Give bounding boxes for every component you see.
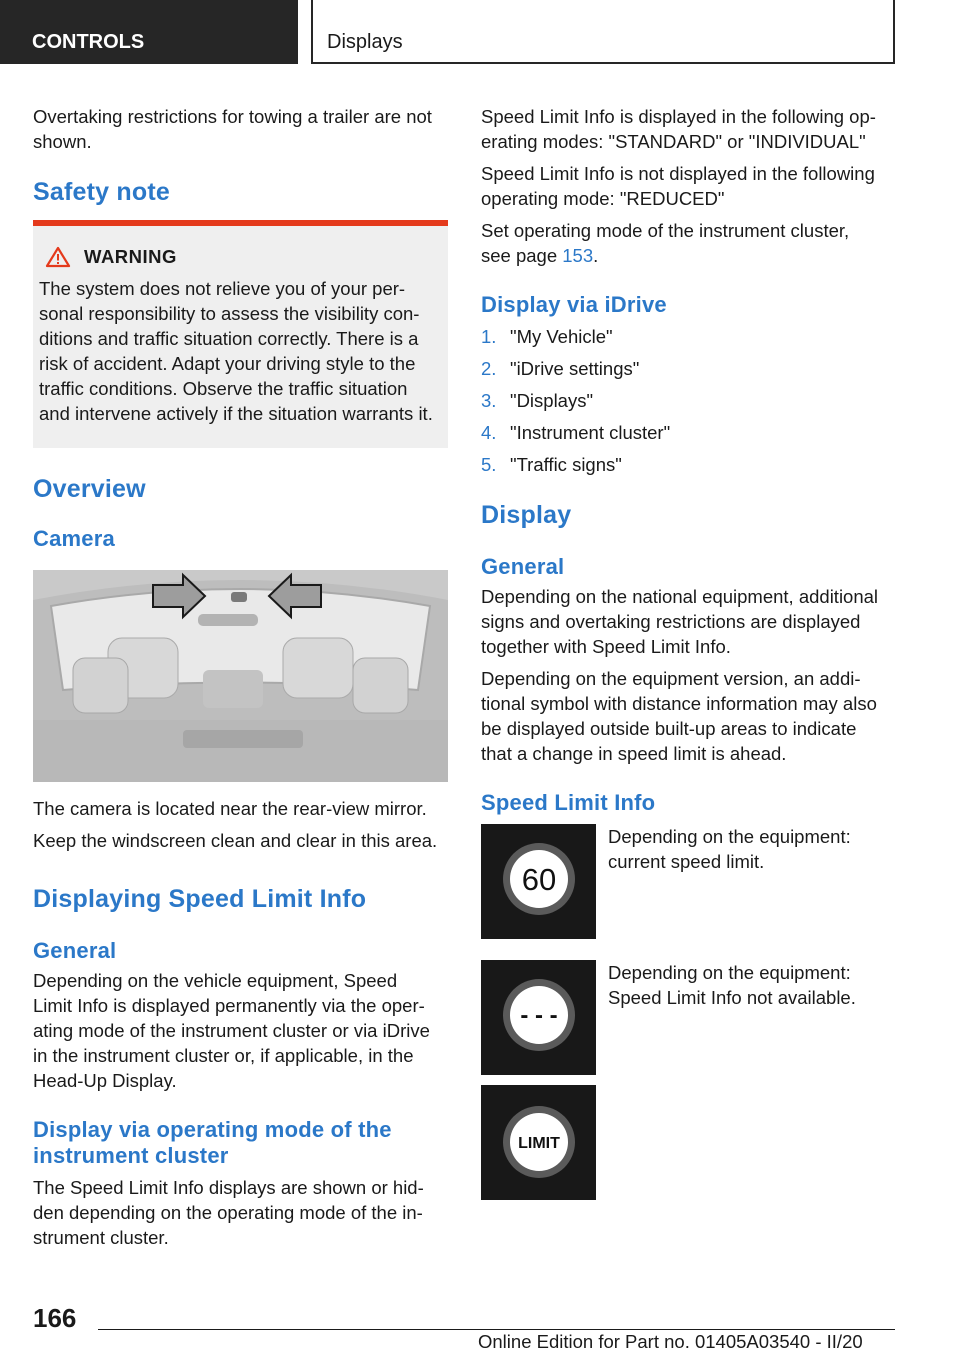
sign-row-limit bbox=[481, 1085, 896, 1200]
step-text: "Displays" bbox=[510, 390, 594, 411]
display-general-line: Depending on the equipment version, an addi- bbox=[481, 668, 861, 689]
left-column bbox=[33, 104, 448, 1250]
car-interior-illustration bbox=[33, 570, 448, 782]
general-line: Head-Up Display. bbox=[33, 1070, 177, 1091]
step-number: 4. bbox=[481, 422, 497, 443]
chapter-title: Displays bbox=[327, 31, 403, 53]
page-number: 166 bbox=[33, 1303, 77, 1333]
list-item bbox=[481, 452, 896, 477]
display-general-line: be displayed outside built-up areas to indicate bbox=[481, 718, 857, 739]
footer-edition: Online Edition for Part no. 01405A03540 - II/20 bbox=[478, 1331, 863, 1352]
footer-divider bbox=[98, 1329, 895, 1330]
camera-location-image bbox=[33, 570, 448, 782]
overview-heading: Overview bbox=[33, 475, 146, 503]
warning-line: traffic conditions. Observe the traffic situation bbox=[39, 378, 408, 399]
list-item bbox=[481, 420, 896, 445]
safety-heading: Safety note bbox=[33, 178, 170, 206]
modes-shown-paragraph bbox=[481, 104, 896, 154]
display-general-line: tional symbol with distance information may also bbox=[481, 693, 877, 714]
sign-1-description bbox=[608, 824, 851, 939]
camera-location-text: The camera is located near the rear-view mirror. bbox=[33, 798, 427, 819]
warning-triangle-icon bbox=[45, 246, 71, 268]
general-line: Limit Info is displayed permanently via the oper- bbox=[33, 995, 425, 1016]
general-line: in the instrument cluster or, if applicable, in the bbox=[33, 1045, 414, 1066]
modes-hidden-paragraph bbox=[481, 161, 896, 211]
idrive-steps-list bbox=[481, 324, 896, 477]
no-info-sign-icon bbox=[481, 960, 596, 1075]
not-available-sign bbox=[481, 960, 596, 1075]
chapter-tab bbox=[311, 0, 895, 64]
section-tab bbox=[0, 0, 298, 64]
page-link[interactable]: 153 bbox=[562, 245, 594, 266]
warning-line: sonal responsibility to assess the visibility con- bbox=[39, 303, 420, 324]
opmode-heading-line: instrument cluster bbox=[33, 1143, 229, 1168]
sign-dashes-label: - - - bbox=[520, 1002, 558, 1029]
sign-1-line: current speed limit. bbox=[608, 851, 765, 872]
opmode-line: The Speed Limit Info displays are shown or hid- bbox=[33, 1177, 424, 1198]
idrive-heading: Display via iDrive bbox=[481, 292, 667, 317]
warning-box bbox=[33, 220, 448, 448]
step-text: "Traffic signs" bbox=[510, 454, 622, 475]
sign-row-speed-limit bbox=[481, 824, 896, 939]
opmode-heading bbox=[33, 1117, 448, 1169]
sign-limit-label: LIMIT bbox=[518, 1135, 560, 1152]
set-mode-line bbox=[481, 243, 896, 268]
modes-shown-line: Speed Limit Info is displayed in the following op- bbox=[481, 106, 876, 127]
step-text: "iDrive settings" bbox=[510, 358, 640, 379]
warning-line: and intervene actively if the situation warrants it. bbox=[39, 403, 433, 424]
warning-line: The system does not relieve you of your per- bbox=[39, 278, 406, 299]
limit-sign-icon bbox=[481, 1085, 596, 1200]
general-line: Depending on the vehicle equipment, Speed bbox=[33, 970, 398, 991]
modes-hidden-line: Speed Limit Info is not displayed in the following bbox=[481, 163, 875, 184]
set-mode-line: Set operating mode of the instrument cluster, bbox=[481, 220, 850, 241]
step-number: 3. bbox=[481, 390, 497, 411]
sign-60-label: 60 bbox=[521, 862, 557, 897]
period-text: . bbox=[593, 245, 599, 266]
opmode-heading-line: Display via operating mode of the bbox=[33, 1117, 392, 1142]
display-general-line: Depending on the national equipment, additional bbox=[481, 586, 879, 607]
modes-hidden-line: operating mode: "REDUCED" bbox=[481, 188, 725, 209]
step-number: 1. bbox=[481, 326, 497, 347]
display-heading: Display bbox=[481, 501, 572, 529]
sign-2-description bbox=[608, 960, 856, 1075]
section-title: CONTROLS bbox=[32, 31, 145, 53]
opmode-paragraph bbox=[33, 1175, 448, 1250]
step-text: "My Vehicle" bbox=[510, 326, 613, 347]
display-general-line: that a change in speed limit is ahead. bbox=[481, 743, 787, 764]
sign-2-line: Depending on the equipment: bbox=[608, 962, 851, 983]
camera-clean-text: Keep the windscreen clean and clear in this area. bbox=[33, 830, 438, 851]
list-item bbox=[481, 324, 896, 349]
sign-row-not-available bbox=[481, 960, 896, 1075]
display-general-heading: General bbox=[481, 554, 565, 579]
warning-line: risk of accident. Adapt your driving style to the bbox=[39, 353, 416, 374]
warning-label: WARNING bbox=[84, 246, 177, 267]
limit-sign bbox=[481, 1085, 596, 1200]
sign-1-line: Depending on the equipment: bbox=[608, 826, 851, 847]
step-number: 5. bbox=[481, 454, 497, 475]
right-column bbox=[481, 104, 896, 1200]
warning-line: ditions and traffic situation correctly. There is a bbox=[39, 328, 419, 349]
step-number: 2. bbox=[481, 358, 497, 379]
speed-limit-sign-icon bbox=[481, 824, 596, 939]
display-general-paragraph-2 bbox=[481, 666, 896, 766]
general-line: ating mode of the instrument cluster or via iDrive bbox=[33, 1020, 430, 1041]
general-paragraph bbox=[33, 968, 448, 1093]
opmode-line: den depending on the operating mode of the in- bbox=[33, 1202, 423, 1223]
opmode-line: strument cluster. bbox=[33, 1227, 169, 1248]
modes-shown-line: erating modes: "STANDARD" or "INDIVIDUAL" bbox=[481, 131, 866, 152]
step-text: "Instrument cluster" bbox=[510, 422, 671, 443]
speed-limit-60-sign bbox=[481, 824, 596, 939]
list-item bbox=[481, 356, 896, 381]
set-mode-paragraph bbox=[481, 218, 896, 268]
intro-text: Overtaking restrictions for towing a trailer are not shown. bbox=[33, 106, 432, 152]
display-general-paragraph-1 bbox=[481, 584, 896, 659]
see-page-text: see page bbox=[481, 245, 563, 266]
sli-heading: Speed Limit Info bbox=[481, 790, 656, 815]
general-heading: General bbox=[33, 938, 117, 963]
sign-2-line: Speed Limit Info not available. bbox=[608, 987, 856, 1008]
display-general-line: together with Speed Limit Info. bbox=[481, 636, 731, 657]
warning-title bbox=[45, 246, 442, 268]
list-item bbox=[481, 388, 896, 413]
display-general-line: signs and overtaking restrictions are displayed bbox=[481, 611, 861, 632]
camera-heading: Camera bbox=[33, 526, 115, 551]
displaying-heading: Displaying Speed Limit Info bbox=[33, 885, 367, 913]
